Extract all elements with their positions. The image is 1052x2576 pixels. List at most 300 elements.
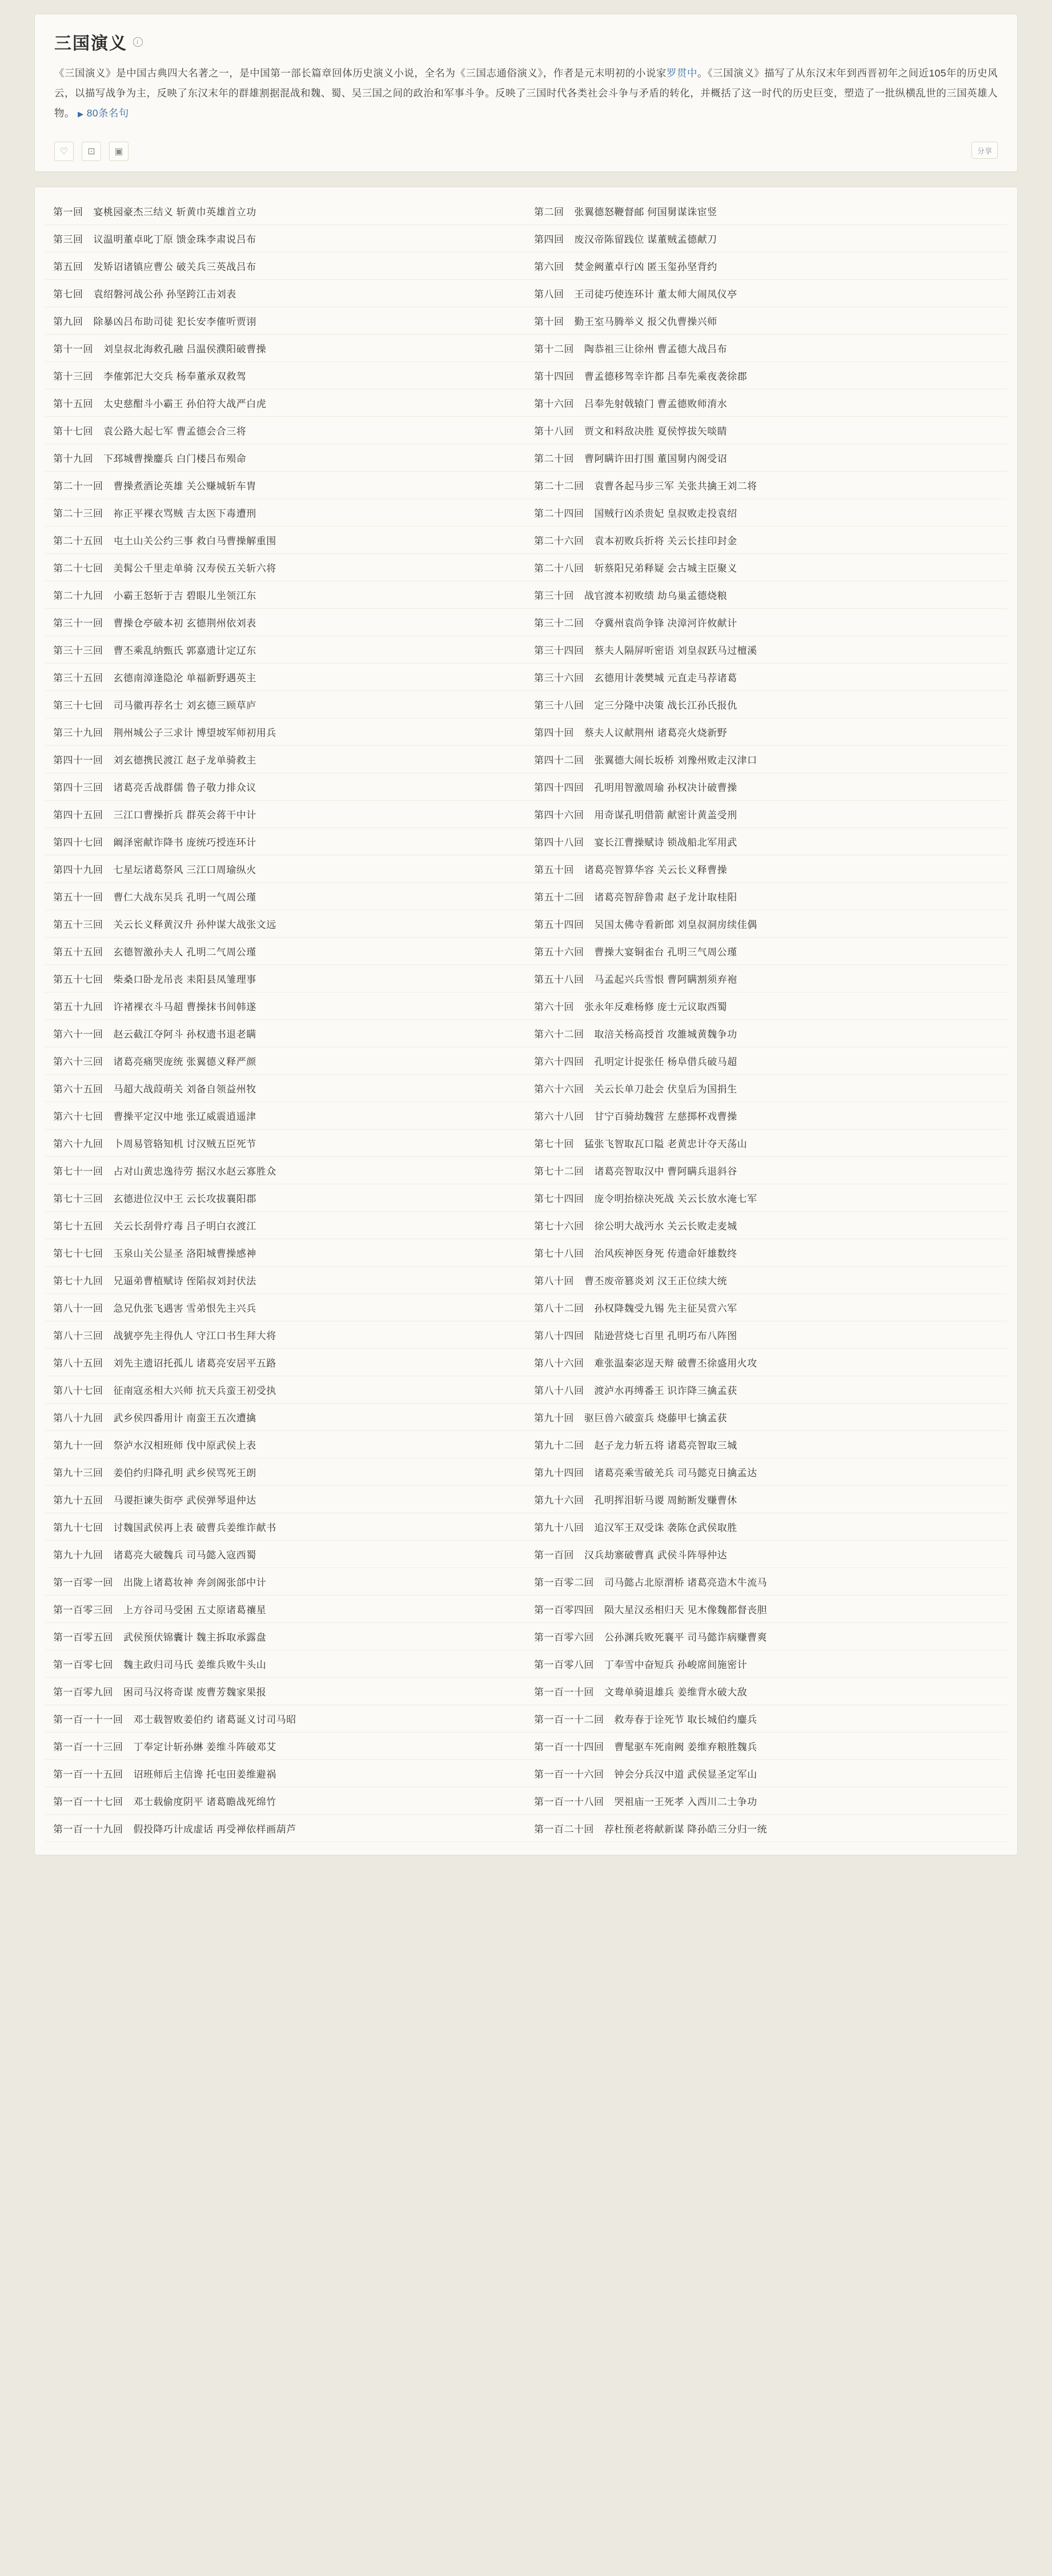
chapter-number: 第四十八回 — [534, 837, 584, 848]
chapter-number: 第二十三回 — [53, 508, 103, 519]
book-info-card — [34, 14, 1018, 172]
chapter-link[interactable] — [526, 1294, 1007, 1321]
chapter-number: 第一百一十二回 — [534, 1714, 604, 1725]
chapter-number: 第六十五回 — [53, 1084, 103, 1095]
chapter-title: 柴桑口卧龙吊丧 耒阳县凤雏理事 — [113, 974, 256, 985]
chapter-title: 公孙渊兵败死襄平 司马懿诈病赚曹爽 — [604, 1632, 768, 1643]
chapter-grid — [45, 198, 1007, 1842]
chapter-number: 第十八回 — [534, 426, 574, 437]
chapter-number: 第七十三回 — [53, 1193, 103, 1204]
chapter-link[interactable] — [526, 746, 1007, 773]
chapter-title: 曹操煮酒论英雄 关公赚城斩车胄 — [113, 481, 256, 492]
chapter-number: 第二十一回 — [53, 481, 103, 492]
chapter-number: 第五十二回 — [534, 892, 584, 903]
chapter-link[interactable] — [526, 691, 1007, 718]
chapter-title: 七星坛诸葛祭风 三江口周瑜纵火 — [113, 865, 256, 875]
chapter-link[interactable] — [526, 1760, 1007, 1787]
chapter-number: 第四十四回 — [534, 782, 584, 793]
chapter-title: 诸葛亮乘雪破羌兵 司马懿克日擒孟达 — [594, 1468, 757, 1478]
chapter-title: 驱巨兽六破蛮兵 烧藤甲七擒孟获 — [584, 1413, 728, 1424]
chapter-link[interactable] — [526, 1458, 1007, 1486]
chapter-number: 第二十二回 — [534, 481, 584, 492]
chapter-link[interactable] — [45, 1815, 526, 1842]
chapter-number: 第四十二回 — [534, 755, 584, 766]
chapter-link[interactable] — [526, 554, 1007, 581]
chapter-link[interactable] — [45, 1541, 526, 1568]
chapter-title: 夺冀州袁尚争锋 决漳河许攸献计 — [594, 618, 737, 629]
chapter-link[interactable] — [526, 1212, 1007, 1239]
chapter-number: 第十五回 — [53, 399, 93, 409]
chapter-link[interactable] — [526, 527, 1007, 554]
chapter-link[interactable] — [45, 307, 526, 335]
chapter-number: 第四十三回 — [53, 782, 103, 793]
chapter-link[interactable] — [526, 225, 1007, 252]
chapter-number: 第二十四回 — [534, 508, 584, 519]
chapter-number: 第二十六回 — [534, 536, 584, 546]
chapter-link[interactable] — [526, 801, 1007, 828]
chapter-link[interactable] — [526, 828, 1007, 855]
chapter-title: 假投降巧计成虚话 再受禅依样画葫芦 — [133, 1824, 296, 1835]
action-bar — [54, 134, 998, 161]
chapter-number: 第三十八回 — [534, 700, 584, 711]
chapter-link[interactable] — [45, 1678, 526, 1705]
chapter-link[interactable] — [45, 1623, 526, 1650]
chapter-title: 赵子龙力斩五将 诸葛亮智取三城 — [594, 1440, 737, 1451]
chapter-title: 曹阿瞒许田打围 董国舅内阁受诏 — [584, 453, 728, 464]
chapter-link[interactable] — [45, 444, 526, 472]
chapter-link[interactable] — [45, 1486, 526, 1513]
chapter-link[interactable] — [526, 1486, 1007, 1513]
book-summary — [54, 63, 998, 123]
chapter-number: 第一百一十九回 — [53, 1824, 123, 1835]
chapter-link[interactable] — [45, 527, 526, 554]
chapter-number: 第十九回 — [53, 453, 93, 464]
chapter-link[interactable] — [45, 746, 526, 773]
chapter-number: 第四十七回 — [53, 837, 103, 848]
chapter-title: 诸葛亮舌战群儒 鲁子敬力排众议 — [113, 782, 256, 793]
chapter-title: 阚泽密献诈降书 庞统巧授连环计 — [113, 837, 256, 848]
chapter-number: 第五十一回 — [53, 892, 103, 903]
chapter-title: 太史慈酣斗小霸王 孙伯符大战严白虎 — [103, 399, 267, 409]
chapter-link[interactable] — [526, 1157, 1007, 1184]
chapter-link[interactable] — [45, 335, 526, 362]
chapter-number: 第二十八回 — [534, 563, 584, 574]
chapter-link[interactable] — [45, 609, 526, 636]
chapter-number: 第一百一十一回 — [53, 1714, 123, 1725]
chapter-number: 第九十回 — [534, 1413, 574, 1424]
chapter-link[interactable] — [45, 1294, 526, 1321]
chapter-title: 祢正平裸衣骂贼 吉太医下毒遭刑 — [113, 508, 256, 519]
chapter-title: 荆州城公子三求计 博望坡军师初用兵 — [113, 728, 276, 738]
chapter-link[interactable] — [526, 1404, 1007, 1431]
chapter-link[interactable] — [45, 1267, 526, 1294]
chapter-link[interactable] — [526, 1239, 1007, 1267]
chapter-title: 汉兵劫寨破曹真 武侯斗阵辱仲达 — [584, 1550, 728, 1561]
chapter-title: 下邳城曹操鏖兵 白门楼吕布殒命 — [103, 453, 247, 464]
chapter-title: 刘皇叔北海救孔融 吕温侯濮阳破曹操 — [103, 344, 267, 355]
chapter-link[interactable] — [45, 1239, 526, 1267]
chapter-number: 第一百零九回 — [53, 1687, 113, 1698]
chapter-link[interactable] — [45, 1102, 526, 1130]
chapter-number: 第七十四回 — [534, 1193, 584, 1204]
chapter-link[interactable] — [45, 252, 526, 280]
chapter-number: 第一百零五回 — [53, 1632, 113, 1643]
summary-part-1: 《三国演义》是中国古典四大名著之一，是中国第一部长篇章回体历史演义小说，全名为《三国志通俗演义》，作者是元末明初的小说家 — [54, 67, 666, 79]
chapter-link[interactable] — [45, 1760, 526, 1787]
chapter-link[interactable] — [526, 417, 1007, 444]
chapter-link[interactable] — [526, 1102, 1007, 1130]
chapter-title: 追汉军王双受诛 袭陈仓武侯取胜 — [594, 1522, 737, 1533]
chapter-number: 第一百零六回 — [534, 1632, 594, 1643]
chapter-link[interactable] — [45, 718, 526, 746]
chapter-link[interactable] — [45, 828, 526, 855]
chapter-link[interactable] — [526, 307, 1007, 335]
chapter-number: 第一百回 — [534, 1550, 574, 1561]
chapter-title: 议温明董卓叱丁原 馈金珠李肃说吕布 — [93, 234, 256, 245]
chapter-title: 讨魏国武侯再上表 破曹兵姜维诈献书 — [113, 1522, 276, 1533]
chapter-link[interactable] — [45, 1075, 526, 1102]
chapter-link[interactable] — [45, 1431, 526, 1458]
chapter-title: 战猇亭先主得仇人 守江口书生拜大将 — [113, 1331, 276, 1341]
chapter-title: 贾文和料敌决胜 夏侯惇拔矢啖睛 — [584, 426, 728, 437]
chapter-title: 取涪关杨高授首 攻雒城黄魏争功 — [594, 1029, 737, 1040]
info-icon[interactable]: i — [133, 37, 143, 47]
chapter-link[interactable] — [526, 389, 1007, 417]
chapter-link[interactable] — [526, 1267, 1007, 1294]
chapter-link[interactable] — [45, 1568, 526, 1596]
chapter-title: 徐公明大战沔水 关云长败走麦城 — [594, 1221, 737, 1232]
chapter-title: 急兄仇张飞遇害 雪弟恨先主兴兵 — [113, 1303, 256, 1314]
chapter-link[interactable] — [45, 1376, 526, 1404]
chapter-title: 马谡拒谏失街亭 武侯弹琴退仲达 — [113, 1495, 256, 1506]
chapter-title: 武乡侯四番用计 南蛮王五次遭擒 — [113, 1413, 256, 1424]
chapter-link[interactable] — [526, 609, 1007, 636]
chapter-title: 小霸王怒斩于吉 碧眼儿坐领江东 — [113, 590, 256, 601]
chapter-number: 第七十回 — [534, 1139, 574, 1150]
chapter-number: 第九回 — [53, 316, 83, 327]
page-title — [54, 29, 998, 54]
chapter-link[interactable] — [45, 1157, 526, 1184]
chapter-title: 曹丕废帝篡炎刘 汉王正位续大统 — [584, 1276, 728, 1287]
chapter-title: 陨大星汉丞相归天 见木像魏都督丧胆 — [604, 1605, 768, 1615]
chapter-link[interactable] — [526, 773, 1007, 801]
chapter-title: 姜伯约归降孔明 武乡侯骂死王朗 — [113, 1468, 256, 1478]
chapter-link[interactable] — [526, 1623, 1007, 1650]
chapter-title: 兄逼弟曹植赋诗 侄陷叔刘封伏法 — [113, 1276, 256, 1287]
chapter-number: 第九十二回 — [534, 1440, 584, 1451]
chapter-number: 第一回 — [53, 207, 83, 218]
chapter-number: 第一百一十五回 — [53, 1769, 123, 1780]
chapter-link[interactable] — [526, 252, 1007, 280]
chapter-number: 第七十一回 — [53, 1166, 103, 1177]
chapter-number: 第四十六回 — [534, 810, 584, 821]
chapter-number: 第五十六回 — [534, 947, 584, 958]
chapter-number: 第十二回 — [534, 344, 574, 355]
chapter-link[interactable] — [45, 1733, 526, 1760]
chapter-link[interactable] — [526, 1047, 1007, 1075]
chapter-title: 邓士载偷度阴平 诸葛瞻战死绵竹 — [133, 1797, 276, 1807]
chapter-link[interactable] — [45, 225, 526, 252]
chapter-title: 王司徒巧使连环计 董太师大闹凤仪亭 — [574, 289, 737, 300]
chapter-title: 丁奉雪中奋短兵 孙峻席间施密计 — [604, 1659, 748, 1670]
chapter-title: 救寿春于诠死节 取长城伯约鏖兵 — [614, 1714, 757, 1725]
chapter-number: 第一百一十回 — [534, 1687, 594, 1698]
chapter-number: 第三十三回 — [53, 645, 103, 656]
chapter-link[interactable] — [45, 855, 526, 883]
chapter-link[interactable] — [526, 910, 1007, 938]
chapter-number: 第二十回 — [534, 453, 574, 464]
chapter-title: 赵云截江夺阿斗 孙权遗书退老瞒 — [113, 1029, 256, 1040]
chapter-link[interactable] — [45, 801, 526, 828]
chapter-link[interactable] — [526, 855, 1007, 883]
chapter-number: 第八十五回 — [53, 1358, 103, 1369]
chapter-link[interactable] — [45, 1705, 526, 1733]
quotes-link[interactable]: 80条名句 — [86, 107, 129, 119]
chapter-number: 第五十五回 — [53, 947, 103, 958]
chapter-link[interactable] — [45, 1404, 526, 1431]
chapter-number: 第六十回 — [534, 1002, 574, 1012]
chapter-number: 第一百零八回 — [534, 1659, 594, 1670]
chapter-link[interactable] — [526, 1075, 1007, 1102]
chapter-title: 困司马汉将奇谋 废曹芳魏家果报 — [123, 1687, 267, 1698]
chapter-title: 曹操仓亭破本初 玄德荆州依刘表 — [113, 618, 256, 629]
chapter-title: 征南寇丞相大兴师 抗天兵蛮王初受执 — [113, 1385, 276, 1396]
chapter-title: 吴国太佛寺看新郎 刘皇叔洞房续佳偶 — [594, 919, 757, 930]
chapter-link[interactable] — [526, 198, 1007, 225]
chapter-title: 张翼德怒鞭督邮 何国舅谋诛宦竖 — [574, 207, 717, 218]
book-title-text: 三国演义 — [54, 34, 127, 53]
chapter-title: 废汉帝陈留践位 谋董贼孟德献刀 — [574, 234, 717, 245]
chapter-number: 第九十七回 — [53, 1522, 103, 1533]
chapter-number: 第三十五回 — [53, 673, 103, 684]
chapter-title: 吕奉先射戟辕门 曹孟德败师淯水 — [584, 399, 728, 409]
chapter-link[interactable] — [45, 1020, 526, 1047]
chapter-title: 刘玄德携民渡江 赵子龙单骑救主 — [113, 755, 256, 766]
chapter-number: 第八十九回 — [53, 1413, 103, 1424]
chapter-title: 国贼行凶杀贵妃 皇叔败走投袁绍 — [594, 508, 737, 519]
chapter-title: 渡泸水再缚番王 识诈降三擒孟获 — [594, 1385, 737, 1396]
chapter-title: 张翼德大闹长坂桥 刘豫州败走汉津口 — [594, 755, 757, 766]
chapter-link[interactable] — [45, 472, 526, 499]
chapter-title: 武侯预伏锦囊计 魏主拆取承露盘 — [123, 1632, 267, 1643]
chapter-link[interactable] — [526, 362, 1007, 389]
chapter-number: 第八十二回 — [534, 1303, 584, 1314]
chapter-link[interactable] — [526, 1541, 1007, 1568]
chapter-number: 第十六回 — [534, 399, 574, 409]
chapter-title: 丁奉定计斩孙綝 姜维斗阵破邓艾 — [133, 1742, 276, 1753]
chapter-number: 第三十七回 — [53, 700, 103, 711]
chapter-link[interactable] — [526, 1321, 1007, 1349]
chapter-link[interactable] — [526, 1020, 1007, 1047]
chapter-number: 第十一回 — [53, 344, 93, 355]
chapter-number: 第一百零一回 — [53, 1577, 113, 1588]
chapter-number: 第十三回 — [53, 371, 93, 382]
chapter-link[interactable] — [526, 664, 1007, 691]
chapter-link[interactable] — [45, 1458, 526, 1486]
chapter-number: 第二十五回 — [53, 536, 103, 546]
chapter-title: 玄德智激孙夫人 孔明二气周公瑾 — [113, 947, 256, 958]
chapter-link[interactable] — [45, 554, 526, 581]
chapter-link[interactable] — [526, 1130, 1007, 1157]
chapter-link[interactable] — [526, 335, 1007, 362]
chapter-number: 第十七回 — [53, 426, 93, 437]
chapter-number: 第六十七回 — [53, 1111, 103, 1122]
chapter-number: 第四回 — [534, 234, 564, 245]
chapter-link[interactable] — [45, 389, 526, 417]
chapter-link[interactable] — [526, 1513, 1007, 1541]
chapter-title: 关云长刮骨疗毒 吕子明白衣渡江 — [113, 1221, 256, 1232]
chapter-link[interactable] — [526, 1650, 1007, 1678]
chapter-link[interactable] — [45, 499, 526, 527]
like-button[interactable]: ♡ — [54, 142, 74, 161]
chapter-title: 袁本初败兵折将 关云长挂印封金 — [594, 536, 737, 546]
chapter-link[interactable] — [45, 965, 526, 992]
chapter-number: 第五回 — [53, 262, 83, 272]
chapter-number: 第一百零四回 — [534, 1605, 594, 1615]
chapter-link[interactable] — [526, 1184, 1007, 1212]
chapter-link[interactable] — [526, 1376, 1007, 1404]
chapter-link[interactable] — [45, 362, 526, 389]
chapter-number: 第三回 — [53, 234, 83, 245]
chapter-title: 玄德进位汉中王 云长攻拔襄阳郡 — [113, 1193, 256, 1204]
chapter-link[interactable] — [45, 280, 526, 307]
chapter-link[interactable] — [45, 883, 526, 910]
chapter-number: 第九十三回 — [53, 1468, 103, 1478]
chapter-link[interactable] — [45, 910, 526, 938]
chapter-number: 第五十三回 — [53, 919, 103, 930]
chapter-link[interactable] — [45, 1513, 526, 1541]
chapter-number: 第九十六回 — [534, 1495, 584, 1506]
chapter-link[interactable] — [45, 992, 526, 1020]
chapter-link[interactable] — [526, 444, 1007, 472]
chapter-title: 定三分隆中决策 战长江孙氏报仇 — [594, 700, 737, 711]
chapter-title: 诸葛亮痛哭庞统 张翼德义释严颜 — [113, 1056, 256, 1067]
chapter-link[interactable] — [526, 1349, 1007, 1376]
chapter-link[interactable] — [526, 1568, 1007, 1596]
chapter-link[interactable] — [526, 1596, 1007, 1623]
chapter-link[interactable] — [526, 1787, 1007, 1815]
chapter-link[interactable] — [526, 472, 1007, 499]
chapter-link[interactable] — [526, 636, 1007, 664]
chapter-number: 第六十二回 — [534, 1029, 584, 1040]
chapter-number: 第八十七回 — [53, 1385, 103, 1396]
bookmark-button[interactable]: ⊡ — [82, 142, 101, 161]
chapter-title: 陆逊营烧七百里 孔明巧布八阵图 — [594, 1331, 737, 1341]
chapter-link[interactable] — [45, 1184, 526, 1212]
chapter-title: 钟会分兵汉中道 武侯显圣定军山 — [614, 1769, 757, 1780]
chapter-link[interactable] — [45, 691, 526, 718]
chapter-number: 第六十六回 — [534, 1084, 584, 1095]
chapter-link[interactable] — [526, 1815, 1007, 1842]
chapter-title: 邓士载智败姜伯约 诸葛诞义讨司马昭 — [133, 1714, 296, 1725]
chapter-number: 第七十六回 — [534, 1221, 584, 1232]
chapter-title: 陶恭祖三让徐州 曹孟德大战吕布 — [584, 344, 728, 355]
chapter-number: 第一百零三回 — [53, 1605, 113, 1615]
chapter-link[interactable] — [45, 1321, 526, 1349]
chapter-link[interactable] — [45, 1596, 526, 1623]
chapter-title: 孔明定计捉张任 杨阜借兵破马超 — [594, 1056, 737, 1067]
chapter-title: 三江口曹操折兵 群英会蒋干中计 — [113, 810, 256, 821]
chapter-title: 宴长江曹操赋诗 锁战船北军用武 — [594, 837, 737, 848]
chapter-title: 曹髦驱车死南阙 姜维弃粮胜魏兵 — [614, 1742, 757, 1753]
chapter-title: 张永年反难杨修 庞士元议取西蜀 — [584, 1002, 728, 1012]
chapter-title: 玄德南漳逢隐沦 单福新野遇英主 — [113, 673, 256, 684]
share-button[interactable]: 分享 — [971, 142, 998, 159]
chapter-title: 关云长义释黄汉升 孙仲谋大战张文远 — [113, 919, 276, 930]
chapter-title: 司马懿占北原渭桥 诸葛亮造木牛流马 — [604, 1577, 768, 1588]
chapter-link[interactable] — [526, 992, 1007, 1020]
chapter-link[interactable] — [45, 581, 526, 609]
chapter-title: 马超大战葭萌关 刘备自领益州牧 — [113, 1084, 256, 1095]
chapter-link[interactable] — [526, 883, 1007, 910]
chapter-title: 曹孟德移驾幸许都 吕奉先乘夜袭徐郡 — [584, 371, 748, 382]
chapter-link[interactable] — [45, 1130, 526, 1157]
chapter-number: 第三十回 — [534, 590, 574, 601]
chapter-link[interactable] — [526, 1733, 1007, 1760]
chapter-number: 第一百一十六回 — [534, 1769, 604, 1780]
chapter-link[interactable] — [526, 965, 1007, 992]
chapter-title: 李傕郭汜大交兵 杨奉董承双救驾 — [103, 371, 247, 382]
chapter-link[interactable] — [45, 1787, 526, 1815]
chapter-title: 发矫诏诸镇应曹公 破关兵三英战吕布 — [93, 262, 256, 272]
chapter-title: 袁曹各起马步三军 关张共擒王刘二将 — [594, 481, 757, 492]
chapter-link[interactable] — [526, 718, 1007, 746]
chapter-title: 玄德用计袭樊城 元直走马荐诸葛 — [594, 673, 737, 684]
chapter-link[interactable] — [45, 1047, 526, 1075]
chapter-link[interactable] — [45, 1349, 526, 1376]
chapter-title: 曹操大宴铜雀台 孔明三气周公瑾 — [594, 947, 737, 958]
chapter-number: 第八十四回 — [534, 1331, 584, 1341]
chapter-number: 第二十九回 — [53, 590, 103, 601]
chapter-link[interactable] — [526, 280, 1007, 307]
chapter-number: 第四十一回 — [53, 755, 103, 766]
chapter-title: 祭泸水汉相班师 伐中原武侯上表 — [113, 1440, 256, 1451]
chapter-link[interactable] — [526, 581, 1007, 609]
chapter-number: 第四十五回 — [53, 810, 103, 821]
chapter-number: 第一百一十八回 — [534, 1797, 604, 1807]
chapter-number: 第四十九回 — [53, 865, 103, 875]
chapter-link[interactable] — [45, 636, 526, 664]
chapter-link[interactable] — [526, 1705, 1007, 1733]
chapter-title: 战官渡本初败绩 劫乌巢孟德烧粮 — [584, 590, 728, 601]
chapter-link[interactable] — [526, 499, 1007, 527]
chapter-link[interactable] — [45, 1212, 526, 1239]
chapter-link[interactable] — [45, 773, 526, 801]
chapter-link[interactable] — [45, 417, 526, 444]
chapter-link[interactable] — [526, 1431, 1007, 1458]
comment-button[interactable]: ▣ — [109, 142, 129, 161]
chapter-title: 诸葛亮大破魏兵 司马懿入寇西蜀 — [113, 1550, 256, 1561]
chapter-link[interactable] — [526, 938, 1007, 965]
chapter-title: 诸葛亮智取汉中 曹阿瞒兵退斜谷 — [594, 1166, 737, 1177]
chapter-link[interactable] — [45, 1650, 526, 1678]
chapter-number: 第六十三回 — [53, 1056, 103, 1067]
chapter-title: 曹仁大战东吴兵 孔明一气周公瑾 — [113, 892, 256, 903]
chapter-number: 第三十九回 — [53, 728, 103, 738]
chapter-link[interactable] — [45, 664, 526, 691]
chapter-title: 玉泉山关公显圣 洛阳城曹操感神 — [113, 1248, 256, 1259]
chapter-title: 袁公路大起七军 曹孟德会合三将 — [103, 426, 247, 437]
chapter-number: 第三十一回 — [53, 618, 103, 629]
chapter-link[interactable] — [45, 198, 526, 225]
chapter-link[interactable] — [45, 938, 526, 965]
chapter-title: 诏班师后主信谗 托屯田姜维避祸 — [133, 1769, 276, 1780]
author-link[interactable]: 罗贯中 — [666, 67, 698, 79]
chapter-link[interactable] — [526, 1678, 1007, 1705]
chapter-number: 第五十九回 — [53, 1002, 103, 1012]
chapter-title: 曹操平定汉中地 张辽威震逍遥津 — [113, 1111, 256, 1122]
chapter-number: 第三十六回 — [534, 673, 584, 684]
